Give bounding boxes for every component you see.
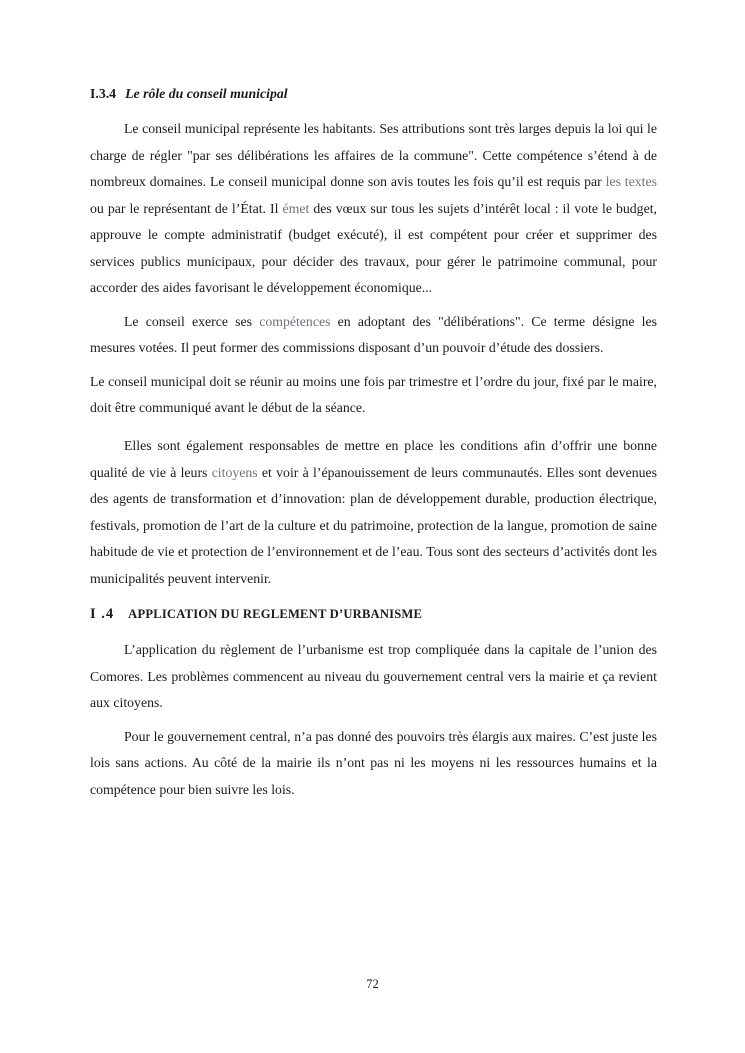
text-run: et voir à l’épanouissement de leurs communautés. Elles sont devenues des agents de transformation et d’innovation: plan de développement durable, production électrique, festivals, promotion de l’art de la culture et du patrimoine, protection de la langue, promotion de saine habitude de vie et protection de l’environnement et de l’eau. Tous sont des secteurs d’activités dont les municipalités peuvent intervenir. <box>90 464 657 586</box>
section-title: Le rôle du conseil municipal <box>125 86 288 101</box>
paragraph-reunion-trimestre <box>90 369 657 422</box>
text-run: Pour le gouvernement central, n’a pas donné des pouvoirs très élargis aux maires. C’est juste les lois sans actions. Au côté de la mairie ils n’ont pas ni les moyens ni les ressources humains et la compétence pour bien suivre les lois. <box>90 728 657 798</box>
section-number: I .4 <box>90 606 115 623</box>
text-run: L’application du règlement de l’urbanisme est trop compliquée dans la capitale de l’union des Comores. Les problèmes commencent au niveau du gouvernement central vers la mairie et ça revient aux citoyens. <box>90 642 657 711</box>
text-run: Le conseil municipal doit se réunir au moins une fois par trimestre et l’ordre du jour, fixé par le maire, doit être communiqué avant le début de la séance. <box>90 373 657 416</box>
page-number: 72 <box>366 977 379 991</box>
paragraph-application-reglement <box>90 637 657 717</box>
text-run: Le conseil exerce ses <box>124 313 260 329</box>
section-heading-1-3-4 <box>90 86 657 102</box>
text-run-muted: émet <box>282 200 310 216</box>
text-run: ou par le représentant de l’État. Il <box>90 200 283 216</box>
text-run: des vœux sur tous les sujets d’intérêt local : il vote le budget, approuve le compte administratif (budget exécuté), il est compétent pour créer et supprimer des services publics municipaux, pour décider des travaux, pour gérer le patrimoine communal, pour accorder des aides favorisant le développement économique... <box>90 200 657 296</box>
paragraph-conseil-exerce <box>90 309 657 362</box>
paragraph-qualite-de-vie <box>90 433 657 592</box>
text-run: Le conseil municipal représente les habitants. Ses attributions sont très larges depuis la loi qui le charge de régler "par ses délibérations les affaires de la commune". Cette compétence s’étend à de nombreux domaines. Le conseil municipal donne son avis toutes les fois qu’il est requis par <box>90 121 657 190</box>
text-run-muted: compétences <box>259 313 331 329</box>
paragraph-gouvernement-central <box>90 724 657 804</box>
text-run: Elles sont également responsables de mettre en place les conditions afin d’offrir une bonne qualité de vie à leurs <box>90 438 657 480</box>
text-run-muted: les textes <box>605 174 657 190</box>
section-heading-1-4 <box>90 605 657 623</box>
section-title: APPLICATION DU REGLEMENT D’URBANISME <box>128 607 423 622</box>
section-number: I.3.4 <box>90 86 117 101</box>
text-run: en adoptant des "délibérations". Ce terme désigne les mesures votées. Il peut former des commissions disposant d’un pouvoir d’étude des dossiers. <box>90 313 657 356</box>
paragraph-conseil-represente <box>90 116 657 302</box>
text-run-muted: citoyens <box>211 464 258 480</box>
